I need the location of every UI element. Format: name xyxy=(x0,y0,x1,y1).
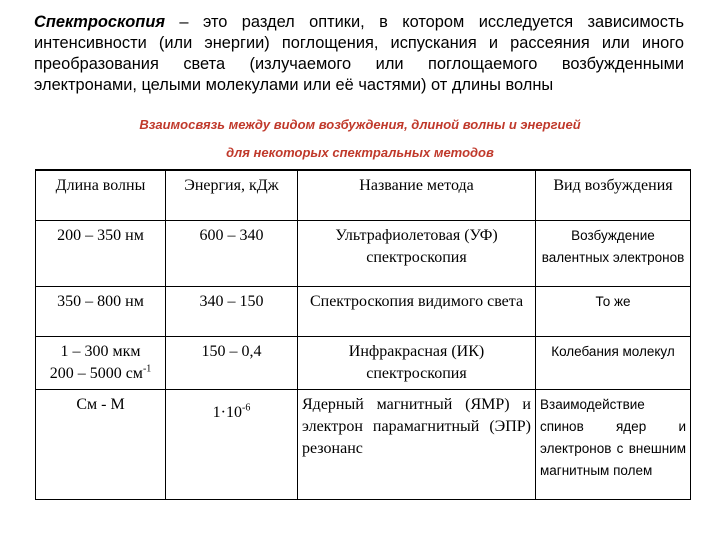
cell-method: Ультрафиолетовая (УФ) спектроскопия xyxy=(298,220,536,286)
wavelength-line1: 1 – 300 мкм xyxy=(60,342,141,360)
intro-term: Спектроскопия xyxy=(34,13,165,31)
energy-exponent: -6 xyxy=(241,402,251,414)
header-wavelength: Длина волны xyxy=(36,170,166,220)
intro-text: – это раздел оптики, в котором исследуется зависимость интенсивности (или энергии) поглощения, испускания и рассеяния или иного преобразования света (излучаемого или поглощаемого возбужденными электронами, целыми молекулами или её частями) от длины волны xyxy=(34,13,684,94)
energy-base: 1·10 xyxy=(212,403,242,421)
cell-energy: 340 – 150 xyxy=(166,286,298,336)
table-title-line1: Взаимосвязь между видом возбуждения, длиной волны и энергией xyxy=(139,117,581,132)
cell-wavelength: 350 – 800 нм xyxy=(36,286,166,336)
cell-wavelength: 200 – 350 нм xyxy=(36,220,166,286)
cell-method: Ядерный магнитный (ЯМР) и электрон парамагнитный (ЭПР) резонанс xyxy=(298,389,536,499)
wavelength-line2-base: 200 – 5000 см xyxy=(49,364,143,382)
cell-excitation: Колебания молекул xyxy=(536,336,691,389)
cell-excitation: Взаимодействие спинов ядер и электронов с внешним магнитным полем xyxy=(536,389,691,499)
cell-method: Инфракрасная (ИК) спектроскопия xyxy=(298,336,536,389)
table-row xyxy=(36,286,691,336)
cell-energy: 150 – 0,4 xyxy=(166,336,298,389)
cell-excitation: Возбуждение валентных электронов xyxy=(536,220,691,286)
table-title-line2: для некоторых спектральных методов xyxy=(226,145,494,160)
cell-excitation: То же xyxy=(536,286,691,336)
wavelength-line2-exponent: -1 xyxy=(142,363,152,375)
table-header-row xyxy=(36,170,691,220)
cell-energy xyxy=(166,389,298,499)
header-energy: Энергия, кДж xyxy=(166,170,298,220)
cell-wavelength: См - М xyxy=(36,389,166,499)
table-row xyxy=(36,389,691,499)
spectral-methods-table xyxy=(35,169,691,500)
cell-method: Спектроскопия видимого света xyxy=(298,286,536,336)
cell-wavelength xyxy=(36,336,166,389)
table-row xyxy=(36,336,691,389)
intro-paragraph xyxy=(34,12,684,96)
cell-energy: 600 – 340 xyxy=(166,220,298,286)
table-row xyxy=(36,220,691,286)
header-method: Название метода xyxy=(298,170,536,220)
header-excitation: Вид возбуждения xyxy=(536,170,691,220)
wavelength-line2 xyxy=(40,363,161,385)
